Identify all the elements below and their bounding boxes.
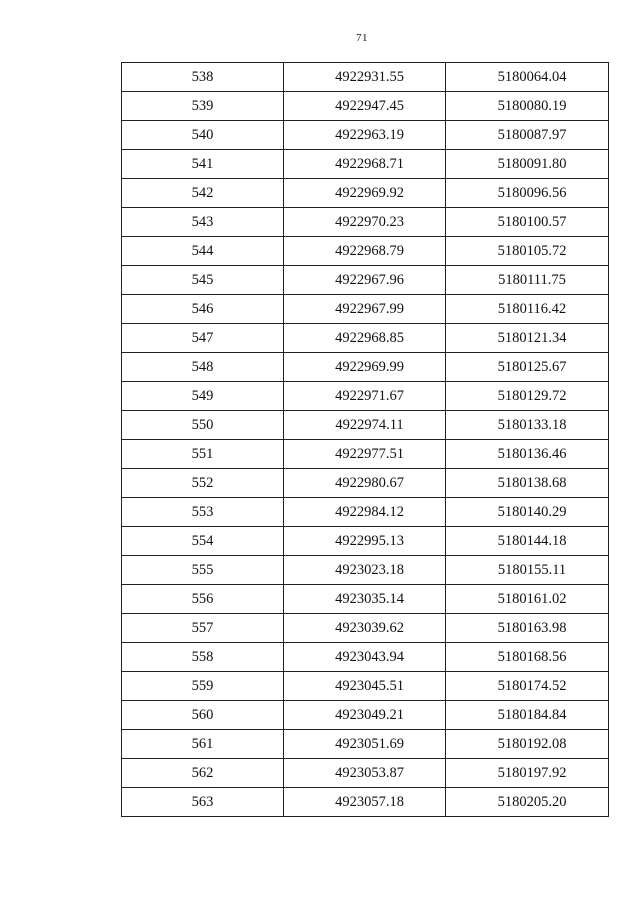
y-coordinate-cell: 5180087.97: [446, 121, 609, 150]
y-coordinate-cell: 5180133.18: [446, 411, 609, 440]
x-coordinate-cell: 4923051.69: [284, 730, 446, 759]
point-number-cell: 559: [122, 672, 284, 701]
x-coordinate-cell: 4922931.55: [284, 63, 446, 92]
x-coordinate-cell: 4923023.18: [284, 556, 446, 585]
y-coordinate-cell: 5180129.72: [446, 382, 609, 411]
y-coordinate-cell: 5180116.42: [446, 295, 609, 324]
table-row: [122, 643, 609, 672]
x-coordinate-cell: 4922970.23: [284, 208, 446, 237]
y-coordinate-cell: 5180144.18: [446, 527, 609, 556]
y-coordinate-cell: 5180091.80: [446, 150, 609, 179]
table-row: [122, 469, 609, 498]
y-coordinate-cell: 5180161.02: [446, 585, 609, 614]
table-row: [122, 295, 609, 324]
table-row: [122, 788, 609, 817]
x-coordinate-cell: 4923049.21: [284, 701, 446, 730]
x-coordinate-cell: 4922969.92: [284, 179, 446, 208]
point-number-cell: 538: [122, 63, 284, 92]
table-row: [122, 150, 609, 179]
point-number-cell: 540: [122, 121, 284, 150]
y-coordinate-cell: 5180100.57: [446, 208, 609, 237]
x-coordinate-cell: 4922968.71: [284, 150, 446, 179]
table-row: [122, 237, 609, 266]
point-number-cell: 560: [122, 701, 284, 730]
y-coordinate-cell: 5180138.68: [446, 469, 609, 498]
y-coordinate-cell: 5180163.98: [446, 614, 609, 643]
coordinates-table: [121, 62, 609, 817]
x-coordinate-cell: 4922995.13: [284, 527, 446, 556]
table-row: [122, 527, 609, 556]
table-row: [122, 179, 609, 208]
table-row: [122, 585, 609, 614]
x-coordinate-cell: 4922980.67: [284, 469, 446, 498]
x-coordinate-cell: 4922947.45: [284, 92, 446, 121]
table-row: [122, 121, 609, 150]
table-row: [122, 353, 609, 382]
table-row: [122, 701, 609, 730]
point-number-cell: 539: [122, 92, 284, 121]
x-coordinate-cell: 4922967.96: [284, 266, 446, 295]
x-coordinate-cell: 4922968.79: [284, 237, 446, 266]
point-number-cell: 549: [122, 382, 284, 411]
point-number-cell: 562: [122, 759, 284, 788]
y-coordinate-cell: 5180111.75: [446, 266, 609, 295]
x-coordinate-cell: 4923057.18: [284, 788, 446, 817]
table-row: [122, 730, 609, 759]
table-row: [122, 208, 609, 237]
point-number-cell: 545: [122, 266, 284, 295]
table-row: [122, 266, 609, 295]
point-number-cell: 555: [122, 556, 284, 585]
table-row: [122, 759, 609, 788]
x-coordinate-cell: 4922974.11: [284, 411, 446, 440]
point-number-cell: 547: [122, 324, 284, 353]
point-number-cell: 546: [122, 295, 284, 324]
y-coordinate-cell: 5180105.72: [446, 237, 609, 266]
x-coordinate-cell: 4923035.14: [284, 585, 446, 614]
y-coordinate-cell: 5180155.11: [446, 556, 609, 585]
x-coordinate-cell: 4922969.99: [284, 353, 446, 382]
table-row: [122, 63, 609, 92]
point-number-cell: 552: [122, 469, 284, 498]
point-number-cell: 556: [122, 585, 284, 614]
point-number-cell: 558: [122, 643, 284, 672]
point-number-cell: 548: [122, 353, 284, 382]
y-coordinate-cell: 5180192.08: [446, 730, 609, 759]
y-coordinate-cell: 5180174.52: [446, 672, 609, 701]
y-coordinate-cell: 5180121.34: [446, 324, 609, 353]
y-coordinate-cell: 5180140.29: [446, 498, 609, 527]
y-coordinate-cell: 5180080.19: [446, 92, 609, 121]
x-coordinate-cell: 4922968.85: [284, 324, 446, 353]
y-coordinate-cell: 5180096.56: [446, 179, 609, 208]
x-coordinate-cell: 4922977.51: [284, 440, 446, 469]
table-row: [122, 672, 609, 701]
point-number-cell: 557: [122, 614, 284, 643]
table-row: [122, 440, 609, 469]
point-number-cell: 561: [122, 730, 284, 759]
point-number-cell: 542: [122, 179, 284, 208]
x-coordinate-cell: 4922963.19: [284, 121, 446, 150]
x-coordinate-cell: 4922971.67: [284, 382, 446, 411]
y-coordinate-cell: 5180197.92: [446, 759, 609, 788]
x-coordinate-cell: 4923043.94: [284, 643, 446, 672]
y-coordinate-cell: 5180184.84: [446, 701, 609, 730]
table-row: [122, 411, 609, 440]
table-row: [122, 382, 609, 411]
y-coordinate-cell: 5180125.67: [446, 353, 609, 382]
y-coordinate-cell: 5180205.20: [446, 788, 609, 817]
y-coordinate-cell: 5180064.04: [446, 63, 609, 92]
y-coordinate-cell: 5180136.46: [446, 440, 609, 469]
table-row: [122, 556, 609, 585]
point-number-cell: 550: [122, 411, 284, 440]
x-coordinate-cell: 4922967.99: [284, 295, 446, 324]
point-number-cell: 544: [122, 237, 284, 266]
table-row: [122, 324, 609, 353]
y-coordinate-cell: 5180168.56: [446, 643, 609, 672]
page-number: 71: [356, 32, 368, 44]
x-coordinate-cell: 4923053.87: [284, 759, 446, 788]
coordinates-table-body: [122, 63, 609, 817]
x-coordinate-cell: 4923045.51: [284, 672, 446, 701]
point-number-cell: 551: [122, 440, 284, 469]
point-number-cell: 541: [122, 150, 284, 179]
x-coordinate-cell: 4922984.12: [284, 498, 446, 527]
table-row: [122, 498, 609, 527]
point-number-cell: 543: [122, 208, 284, 237]
point-number-cell: 554: [122, 527, 284, 556]
table-row: [122, 614, 609, 643]
table-row: [122, 92, 609, 121]
point-number-cell: 553: [122, 498, 284, 527]
x-coordinate-cell: 4923039.62: [284, 614, 446, 643]
point-number-cell: 563: [122, 788, 284, 817]
